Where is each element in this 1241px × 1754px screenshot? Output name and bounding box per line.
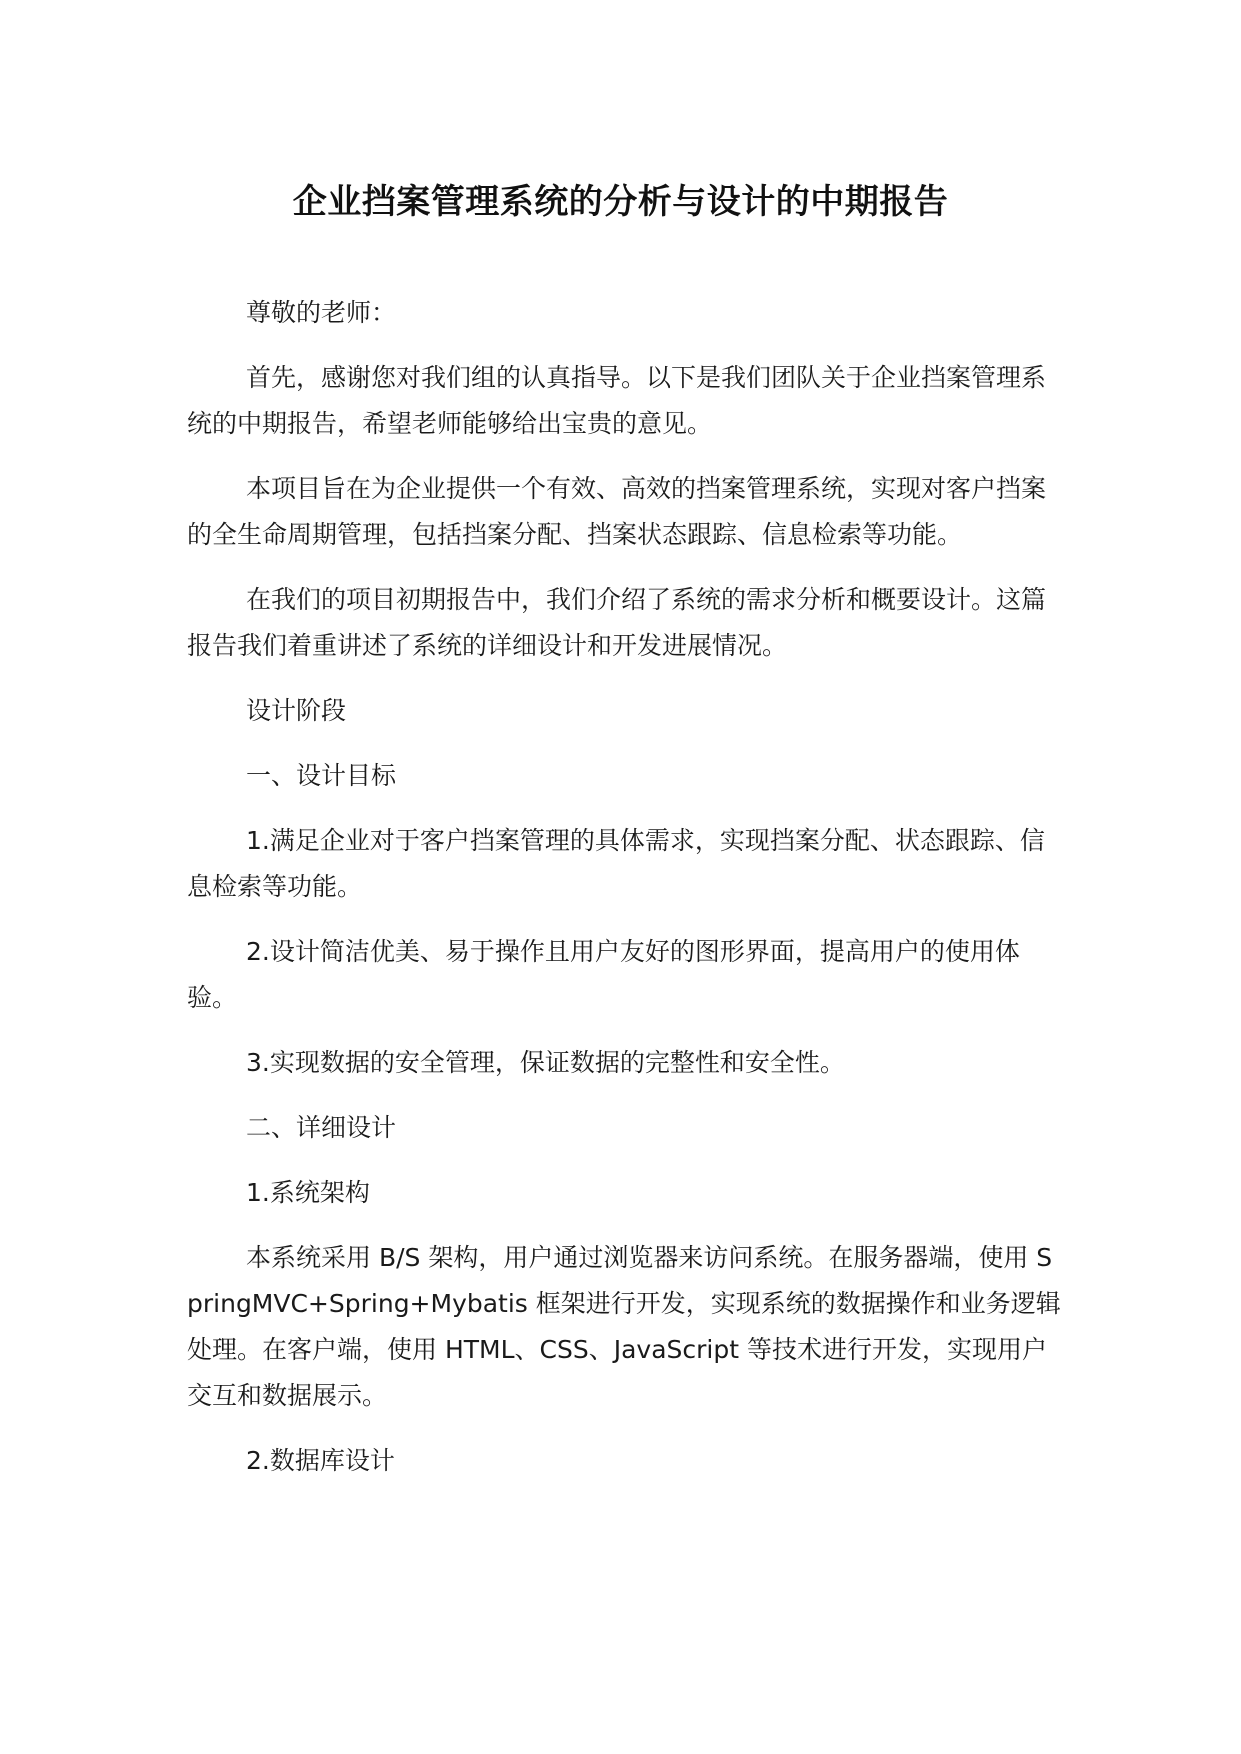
list-item-goal-2: 2.设计简洁优美、易于操作且用户友好的图形界面，提高用户的使用体验。	[187, 937, 1020, 1012]
paragraph-intro: 首先，感谢您对我们组的认真指导。以下是我们团队关于企业挡案管理系统的中期报告，希望老师能够给出宝贵的意见。	[187, 363, 1047, 438]
document-body	[187, 290, 1067, 1503]
list-item-goal-1: 1.满足企业对于客户挡案管理的具体需求，实现挡案分配、状态跟踪、信息检索等功能。	[187, 826, 1045, 901]
section-heading-design-goals: 一、设计目标	[246, 761, 397, 790]
paragraph-progress: 在我们的项目初期报告中，我们介绍了系统的需求分析和概要设计。这篇报告我们着重讲述了系统的详细设计和开发进展情况。	[187, 585, 1047, 660]
subheading-system-architecture: 1.系统架构	[246, 1178, 370, 1207]
document-title: 企业挡案管理系统的分析与设计的中期报告	[292, 182, 949, 222]
list-item-goal-3: 3.实现数据的安全管理，保证数据的完整性和安全性。	[246, 1048, 845, 1077]
salutation: 尊敬的老师：	[246, 298, 397, 327]
subheading-database-design: 2.数据库设计	[246, 1446, 395, 1475]
section-heading-design-phase: 设计阶段	[246, 696, 347, 725]
paragraph-project-goal: 本项目旨在为企业提供一个有效、高效的挡案管理系统，实现对客户挡案的全生命周期管理，包括挡案分配、挡案状态跟踪、信息检索等功能。	[187, 474, 1047, 549]
section-heading-detailed-design: 二、详细设计	[246, 1113, 397, 1142]
paragraph-architecture: 本系统采用 B/S 架构，用户通过浏览器来访问系统。在服务器端，使用 SpringMVC+Spring+Mybatis 框架进行开发，实现系统的数据操作和业务逻辑处理。在客户端，使用 HTML、CSS、JavaScript 等技术进行开发，实现用户交互和数据展示。	[187, 1243, 1061, 1410]
